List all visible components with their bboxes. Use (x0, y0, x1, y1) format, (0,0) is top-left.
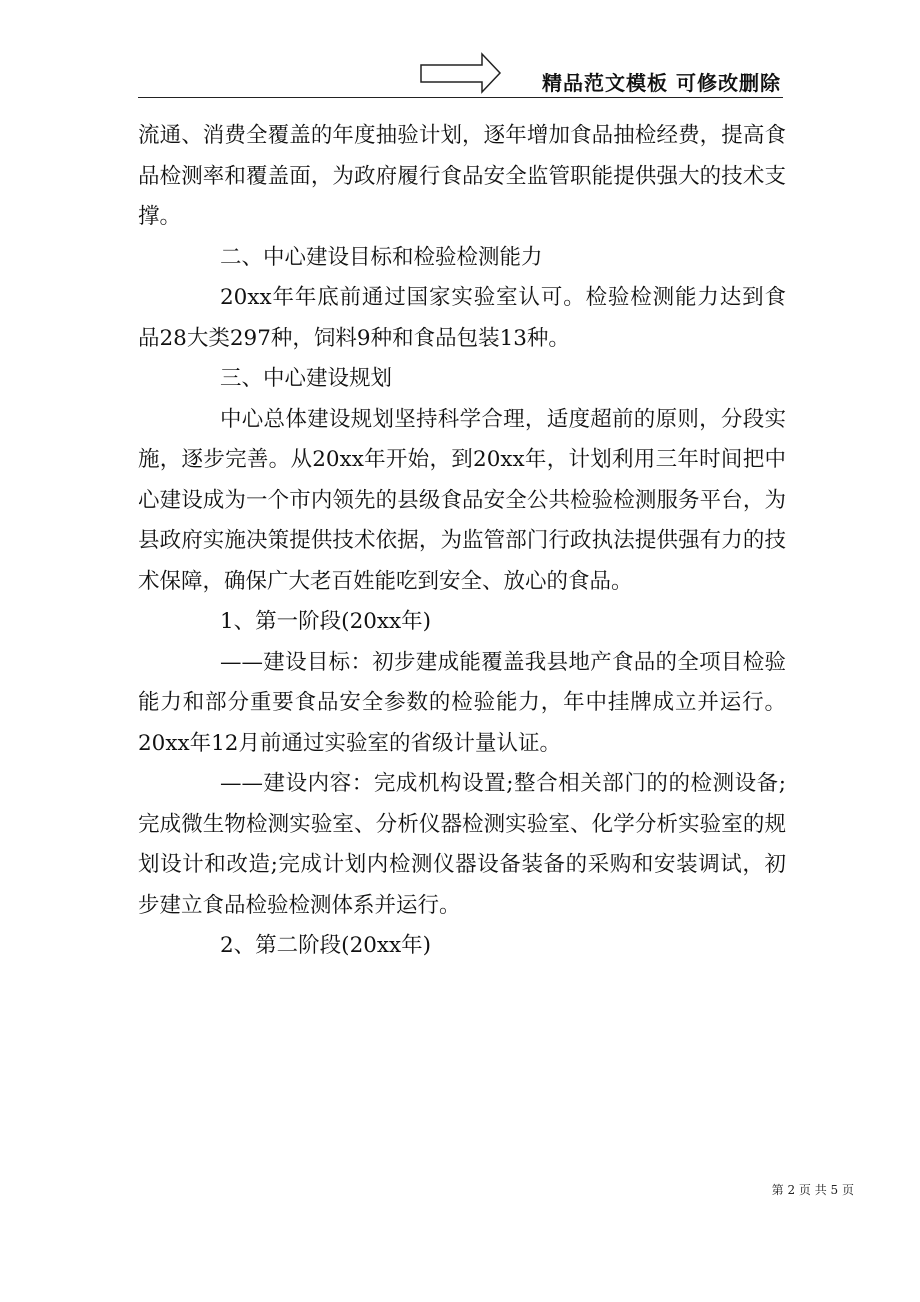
header-title: 精品范文模板 可修改删除 (542, 71, 781, 95)
arrow-right-icon (420, 52, 502, 94)
section-heading-3: 三、中心建设规划 (220, 366, 393, 391)
stage-heading-1: 1、第一阶段(20xx年) (220, 609, 432, 634)
paragraph-stage1-content: ——建设内容：完成机构设置;整合相关部门的的检测设备;完成微生物检测实验室、分析仪器检测实验室、化学分析实验室的规划设计和改造;完成计划内检测仪器设备装备的采购和安装调试，初步建立食品检验检测体系并运行。 (138, 771, 786, 918)
paragraph-plan: 中心总体建设规划坚持科学合理，适度超前的原则，分段实施，逐步完善。从20xx年开始，到20xx年，计划利用三年时间把中心建设成为一个市内领先的县级食品安全公共检验检测服务平台，为县政府实施决策提供技术依据，为监管部门行政执法提供强有力的技术保障，确保广大老百姓能吃到安全、放心的食品。 (138, 406, 786, 594)
document-body (138, 116, 786, 967)
paragraph-stage1-goal: ——建设目标：初步建成能覆盖我县地产食品的全项目检验能力和部分重要食品安全参数的检验能力，年中挂牌成立并运行。20xx年12月前通过实验室的省级计量认证。 (138, 649, 786, 756)
header-divider (138, 97, 783, 98)
paragraph-continuation: 流通、消费全覆盖的年度抽验计划，逐年增加食品抽检经费，提高食品检测率和覆盖面，为政府履行食品安全监管职能提供强大的技术支撑。 (138, 123, 786, 229)
page-header (138, 52, 783, 98)
paragraph-capability: 20xx年年底前通过国家实验室认可。检验检测能力达到食品28大类297种，饲料9种和食品包装13种。 (138, 285, 786, 351)
section-heading-2: 二、中心建设目标和检验检测能力 (220, 244, 543, 270)
stage-heading-2: 2、第二阶段(20xx年) (220, 933, 432, 958)
page-number: 第 2 页 共 5 页 (771, 1183, 854, 1197)
